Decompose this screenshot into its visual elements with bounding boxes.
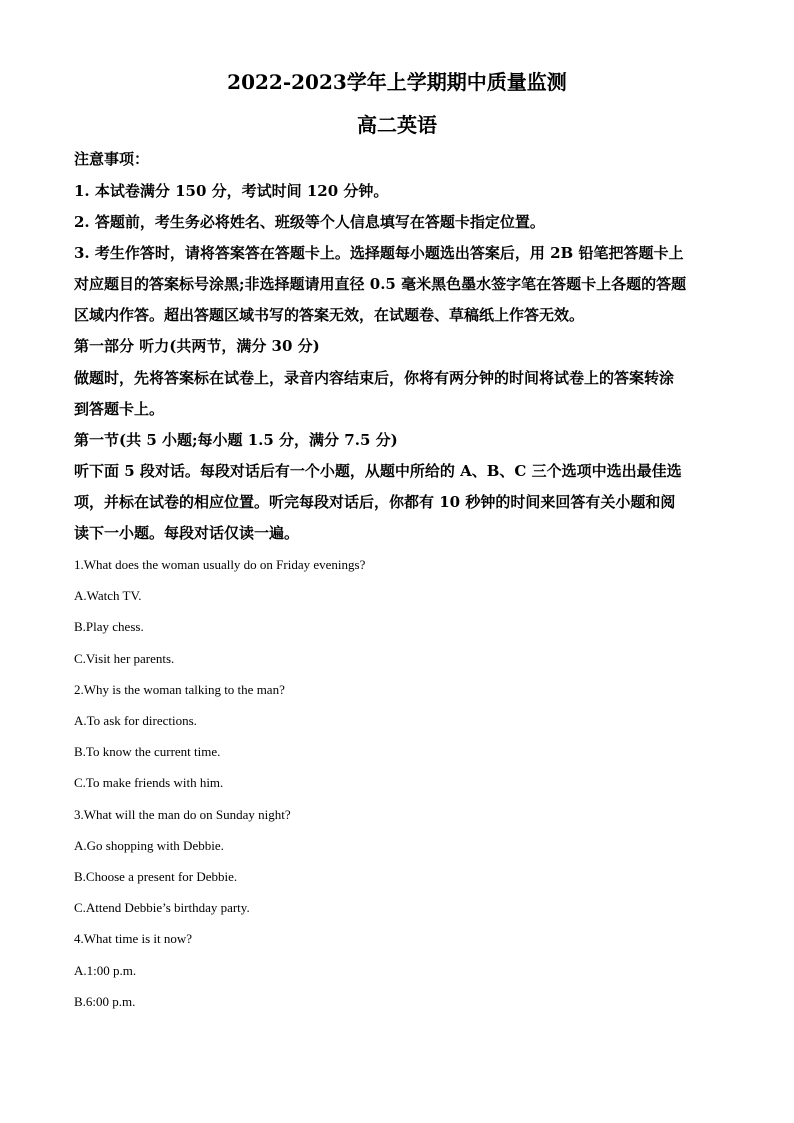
notes-line: 2. 答题前，考生务必将姓名、班级等个人信息填写在答题卡指定位置。 — [74, 213, 545, 231]
exam-title: 2022-2023学年上学期期中质量监测 — [227, 70, 567, 94]
section1-instruction: 项，并标在试卷的相应位置。听完每段对话后，你都有 10 秒钟的时间来回答有关小题和阅 — [74, 493, 676, 511]
question-option: A.Watch TV. — [74, 588, 142, 603]
notes-heading: 注意事项： — [74, 150, 150, 168]
part1-instruction: 到答题卡上。 — [74, 400, 165, 418]
notes-line: 区域内作答。超出答题区域书写的答案无效，在试题卷、草稿纸上作答无效。 — [74, 306, 585, 324]
question-option: C.To make friends with him. — [74, 775, 224, 790]
section1-instruction: 听下面 5 段对话。每段对话后有一个小题，从题中所给的 A、B、C 三个选项中选出最佳选 — [74, 462, 682, 480]
question-option: C.Attend Debbie’s birthday party. — [74, 900, 250, 915]
question-option: B.Play chess. — [74, 619, 144, 634]
question-stem: 2.Why is the woman talking to the man? — [74, 682, 285, 697]
section1-heading: 第一节(共 5 小题;每小题 1.5 分，满分 7.5 分) — [74, 431, 398, 449]
question-option: B.Choose a present for Debbie. — [74, 869, 238, 884]
part1-heading: 第一部分 听力(共两节，满分 30 分) — [74, 337, 320, 355]
section1-instruction: 读下一小题。每段对话仅读一遍。 — [74, 524, 300, 542]
notes-line: 对应题目的答案标号涂黑;非选择题请用直径 0.5 毫米黑色墨水签字笔在答题卡上各题的答题 — [74, 275, 687, 293]
question-stem: 3.What will the man do on Sunday night? — [74, 807, 291, 822]
question-option: A.Go shopping with Debbie. — [74, 838, 224, 853]
question-stem: 4.What time is it now? — [74, 931, 193, 946]
question-option: B.6:00 p.m. — [74, 994, 136, 1009]
question-option: B.To know the current time. — [74, 744, 221, 759]
exam-subject: 高二英语 — [357, 113, 437, 137]
notes-line: 1. 本试卷满分 150 分，考试时间 120 分钟。 — [74, 182, 389, 200]
part1-instruction: 做题时，先将答案标在试卷上，录音内容结束后，你将有两分钟的时间将试卷上的答案转涂 — [74, 369, 675, 387]
question-stem: 1.What does the woman usually do on Friday evenings? — [74, 557, 366, 572]
question-option: A.To ask for directions. — [74, 713, 197, 728]
question-option: A.1:00 p.m. — [74, 963, 137, 978]
notes-line: 3. 考生作答时，请将答案答在答题卡上。选择题每小题选出答案后，用 2B 铅笔把答题卡上 — [74, 244, 684, 262]
question-option: C.Visit her parents. — [74, 651, 175, 666]
